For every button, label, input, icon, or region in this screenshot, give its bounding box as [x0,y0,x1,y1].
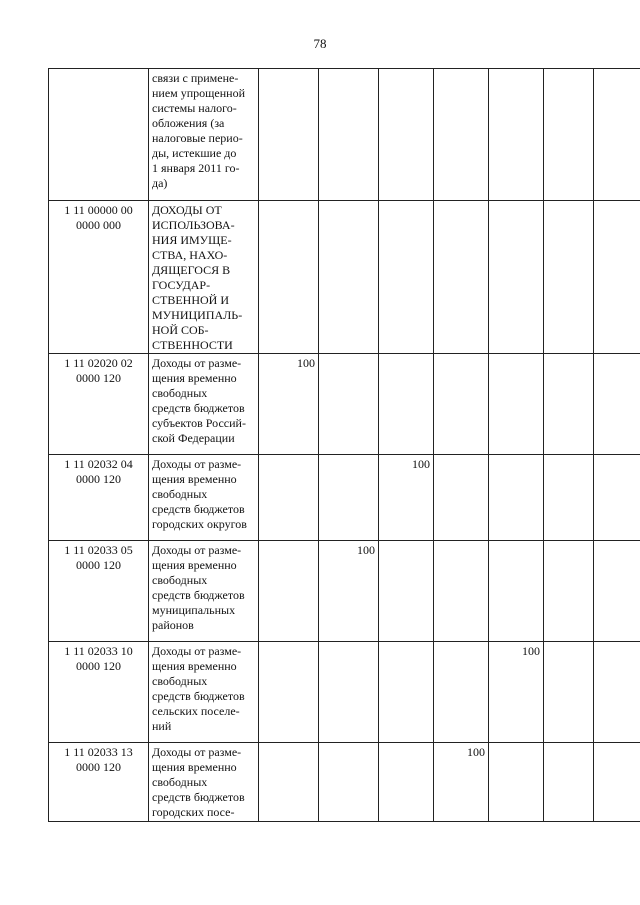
revenue-name-line: НИЯ ИМУЩЕ- [152,233,232,247]
norm-value-cell [594,743,640,822]
revenue-name-line: да) [152,176,168,190]
revenue-name-line: ГОСУДАР- [152,278,211,292]
classification-code-line: 0000 120 [76,558,121,572]
revenue-name-line: Доходы от разме- [152,543,242,557]
table-row [49,642,640,743]
revenue-name-line: свободных [152,775,208,789]
revenue-name-line: сельских поселе- [152,704,240,718]
table-row [49,743,640,822]
revenue-name-line: средств бюджетов [152,502,245,516]
classification-code-line: 0000 120 [76,371,121,385]
page-number: 78 [313,36,327,51]
norm-value-cell [434,69,489,201]
classification-code-line: 0000 120 [76,659,121,673]
norm-value-cell [489,541,544,642]
revenue-name-cell [149,455,259,541]
revenue-name-cell [149,354,259,455]
norm-value-cell [544,69,594,201]
norm-value-cell [259,642,319,743]
table-row [49,455,640,541]
norm-value-cell [489,455,544,541]
revenue-name-line: свободных [152,487,208,501]
norm-value-cell [489,69,544,201]
norm-value-cell [434,541,489,642]
revenue-name-line: нием упрощенной [152,86,246,100]
revenue-name-line: свободных [152,573,208,587]
norm-value-cell [434,354,489,455]
norm-value-cell [594,69,640,201]
norm-value-cell [434,642,489,743]
classification-code-line: 1 11 02033 05 [64,543,133,557]
revenue-name-cell [149,201,259,354]
norm-value-cell: 100 [259,354,319,455]
revenue-name-line: субъектов Россий- [152,416,246,430]
norm-value-cell: 100 [489,642,544,743]
norm-value-cell [489,201,544,354]
revenue-name-line: обложения (за [152,116,225,130]
revenue-name-line: свободных [152,386,208,400]
revenue-name-line: ДОХОДЫ ОТ [152,203,222,217]
revenue-name-cell [149,541,259,642]
revenue-name-cell [149,642,259,743]
revenue-name-line: ИСПОЛЬЗОВА- [152,218,235,232]
classification-code-line: 0000 000 [76,218,121,232]
revenue-name-line: ской Федерации [152,431,235,445]
revenue-name-line: муниципальных [152,603,236,617]
revenue-name-line: МУНИЦИПАЛЬ- [152,308,243,322]
norm-value-cell [259,201,319,354]
revenue-name-line: СТВА, НАХО- [152,248,228,262]
classification-code-cell [49,201,149,354]
budget-revenue-table [48,68,640,822]
norm-value-cell [594,642,640,743]
classification-code-cell [49,743,149,822]
revenue-name-line: щения временно [152,558,237,572]
classification-code-cell [49,69,149,201]
norm-value-cell [379,642,434,743]
norm-value-cell [434,201,489,354]
norm-value-cell [259,541,319,642]
revenue-name-line: ДЯЩЕГОСЯ В [152,263,231,277]
norm-value-cell [379,201,434,354]
revenue-name-line: 1 января 2011 го- [152,161,240,175]
classification-code-line: 1 11 02032 04 [64,457,133,471]
norm-value-cell [379,541,434,642]
revenue-name-line: районов [152,618,194,632]
norm-value-cell [434,455,489,541]
revenue-name-line: щения временно [152,760,237,774]
revenue-name-line: щения временно [152,472,237,486]
revenue-name-line: городских посе- [152,805,235,819]
norm-value-cell [319,354,379,455]
norm-value-cell [594,354,640,455]
norm-value-cell [544,201,594,354]
norm-value-cell [259,69,319,201]
revenue-name-line: городских округов [152,517,247,531]
revenue-name-line: свободных [152,674,208,688]
classification-code-line: 1 11 02033 13 [64,745,133,759]
revenue-name-line: связи с примене- [152,71,239,85]
norm-value-cell [379,69,434,201]
classification-code-line: 1 11 00000 00 [64,203,133,217]
norm-value-cell [319,201,379,354]
table-row [49,541,640,642]
revenue-name-line: Доходы от разме- [152,745,242,759]
revenue-name-line: СТВЕННОЙ И [152,293,229,307]
classification-code-cell [49,541,149,642]
norm-value-cell [489,354,544,455]
revenue-name-cell [149,69,259,201]
norm-value-cell [544,743,594,822]
norm-value-cell: 100 [319,541,379,642]
revenue-name-cell [149,743,259,822]
norm-value-cell: 100 [379,455,434,541]
classification-code-cell [49,354,149,455]
norm-value-cell [594,541,640,642]
classification-code-cell [49,455,149,541]
revenue-name-line: средств бюджетов [152,689,245,703]
revenue-name-line: Доходы от разме- [152,356,242,370]
norm-value-cell [319,69,379,201]
norm-value-cell [489,743,544,822]
table-row [49,201,640,354]
norm-value-cell [544,541,594,642]
norm-value-cell [544,455,594,541]
revenue-name-line: ды, истекшие до [152,146,237,160]
norm-value-cell [319,743,379,822]
revenue-name-line: щения временно [152,659,237,673]
table-row [49,354,640,455]
revenue-name-line: щения временно [152,371,237,385]
norm-value-cell [594,455,640,541]
norm-value-cell [379,354,434,455]
norm-value-cell [259,743,319,822]
norm-value-cell [379,743,434,822]
revenue-name-line: Доходы от разме- [152,644,242,658]
classification-code-line: 1 11 02033 10 [64,644,133,658]
norm-value-cell: 100 [434,743,489,822]
revenue-name-line: налоговые перио- [152,131,243,145]
revenue-name-line: системы налого- [152,101,237,115]
norm-value-cell [319,455,379,541]
revenue-name-line: средств бюджетов [152,401,245,415]
norm-value-cell [544,354,594,455]
classification-code-line: 1 11 02020 02 [64,356,133,370]
table-row [49,69,640,201]
classification-code-line: 0000 120 [76,760,121,774]
norm-value-cell [319,642,379,743]
revenue-name-line: ний [152,719,172,733]
revenue-name-line: Доходы от разме- [152,457,242,471]
classification-code-line: 0000 120 [76,472,121,486]
revenue-name-line: средств бюджетов [152,790,245,804]
revenue-name-line: СТВЕННОСТИ [152,338,233,352]
norm-value-cell [594,201,640,354]
revenue-name-line: НОЙ СОБ- [152,323,209,337]
classification-code-cell [49,642,149,743]
norm-value-cell [259,455,319,541]
norm-value-cell [544,642,594,743]
revenue-name-line: средств бюджетов [152,588,245,602]
